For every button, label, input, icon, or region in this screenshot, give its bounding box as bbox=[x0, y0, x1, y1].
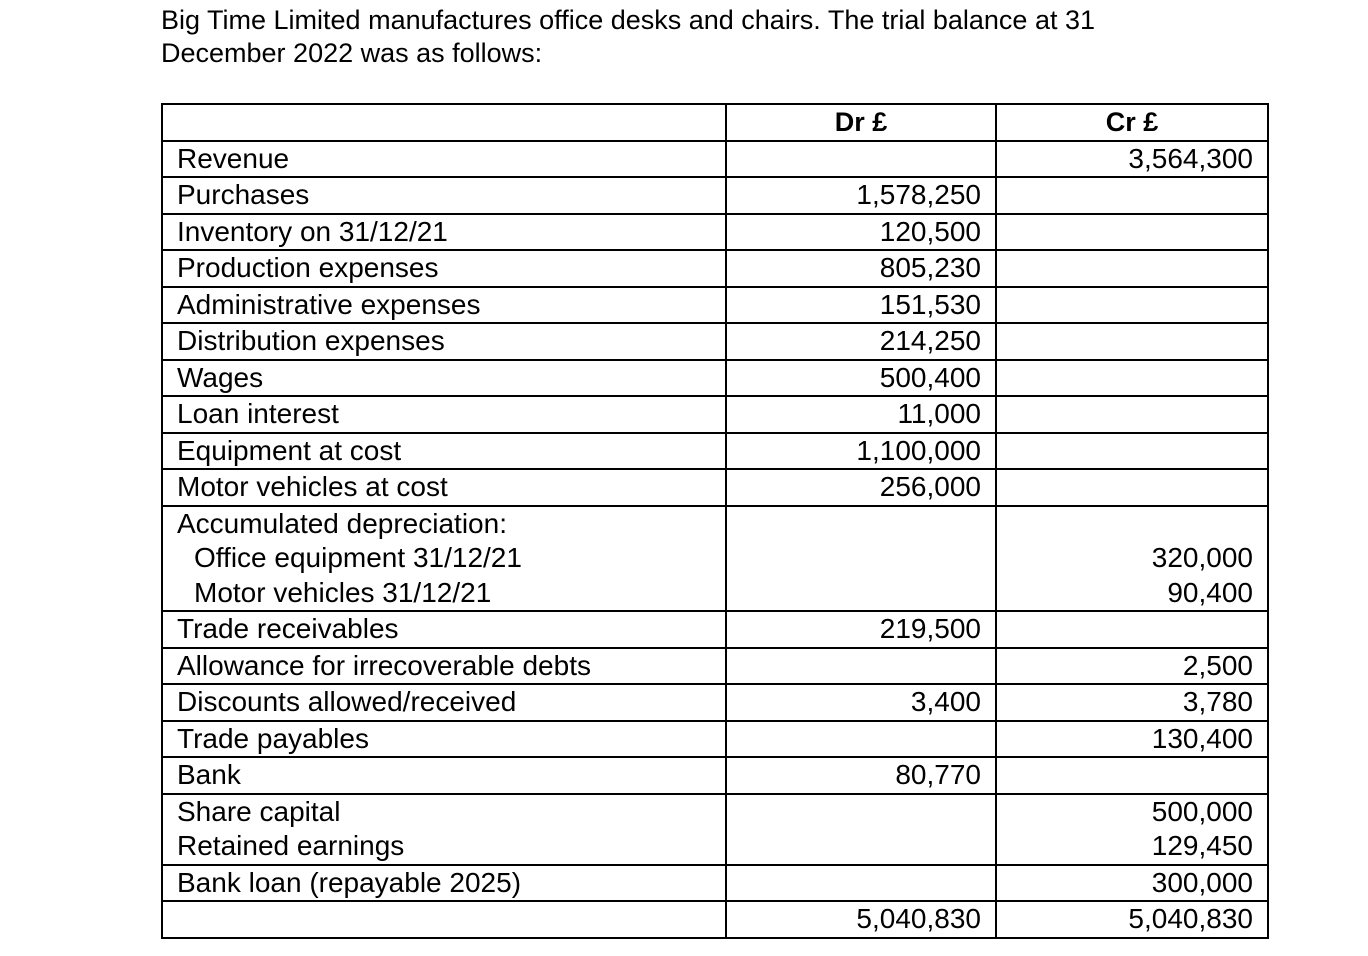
table-row bbox=[162, 323, 1268, 360]
row-dr: 1,100,000 bbox=[726, 433, 996, 470]
motor-vehicles-label: Motor vehicles 31/12/21 bbox=[194, 576, 492, 608]
row-dr: 214,250 bbox=[726, 323, 996, 360]
intro-line-2: December 2022 was as follows: bbox=[161, 38, 543, 68]
row-cr: 3,780 bbox=[996, 684, 1268, 721]
row-dr: 151,530 bbox=[726, 287, 996, 324]
row-label: Trade receivables bbox=[162, 611, 726, 648]
row-label bbox=[162, 794, 726, 865]
table-row bbox=[162, 360, 1268, 397]
table-row bbox=[162, 865, 1268, 902]
row-dr bbox=[726, 721, 996, 758]
row-dr bbox=[726, 648, 996, 685]
row-label: Administrative expenses bbox=[162, 287, 726, 324]
row-label: Trade payables bbox=[162, 721, 726, 758]
row-dr: 11,000 bbox=[726, 396, 996, 433]
row-cr bbox=[996, 611, 1268, 648]
row-cr bbox=[996, 177, 1268, 214]
equity-row bbox=[162, 794, 1268, 865]
row-label: Inventory on 31/12/21 bbox=[162, 214, 726, 251]
row-cr bbox=[996, 794, 1268, 865]
row-label: Distribution expenses bbox=[162, 323, 726, 360]
table-row bbox=[162, 721, 1268, 758]
table-row bbox=[162, 214, 1268, 251]
row-dr: 120,500 bbox=[726, 214, 996, 251]
accumulated-heading: Accumulated depreciation: bbox=[177, 507, 507, 539]
row-cr bbox=[996, 469, 1268, 506]
office-equipment-cr: 320,000 bbox=[1151, 542, 1253, 573]
retained-earnings-cr: 129,450 bbox=[1151, 830, 1253, 861]
row-dr bbox=[726, 794, 996, 865]
row-cr: 300,000 bbox=[996, 865, 1268, 902]
row-label bbox=[162, 506, 726, 612]
table-row bbox=[162, 757, 1268, 794]
share-capital-label: Share capital bbox=[177, 795, 341, 827]
row-dr bbox=[726, 141, 996, 178]
row-dr bbox=[726, 506, 996, 612]
row-cr: 130,400 bbox=[996, 721, 1268, 758]
row-dr: 256,000 bbox=[726, 469, 996, 506]
table-row bbox=[162, 469, 1268, 506]
retained-earnings-label: Retained earnings bbox=[177, 830, 405, 861]
row-label: Purchases bbox=[162, 177, 726, 214]
row-label: Motor vehicles at cost bbox=[162, 469, 726, 506]
row-cr bbox=[996, 757, 1268, 794]
row-cr bbox=[996, 506, 1268, 612]
table-row bbox=[162, 684, 1268, 721]
row-dr bbox=[726, 865, 996, 902]
table-row bbox=[162, 648, 1268, 685]
row-label: Wages bbox=[162, 360, 726, 397]
trial-balance-table bbox=[161, 103, 1269, 939]
row-cr bbox=[996, 214, 1268, 251]
accumulated-depreciation-row bbox=[162, 506, 1268, 612]
row-label: Revenue bbox=[162, 141, 726, 178]
row-cr: 2,500 bbox=[996, 648, 1268, 685]
header-label bbox=[162, 104, 726, 141]
row-label: Bank loan (repayable 2025) bbox=[162, 865, 726, 902]
table-row bbox=[162, 287, 1268, 324]
row-dr: 1,578,250 bbox=[726, 177, 996, 214]
row-cr bbox=[996, 287, 1268, 324]
totals-dr: 5,040,830 bbox=[726, 901, 996, 938]
row-label: Bank bbox=[162, 757, 726, 794]
office-equipment-label: Office equipment 31/12/21 bbox=[194, 542, 522, 573]
header-dr: Dr £ bbox=[726, 104, 996, 141]
row-label: Allowance for irrecoverable debts bbox=[162, 648, 726, 685]
share-capital-cr: 500,000 bbox=[1151, 795, 1253, 827]
totals-label bbox=[162, 901, 726, 938]
row-dr: 805,230 bbox=[726, 250, 996, 287]
table-row bbox=[162, 141, 1268, 178]
row-cr bbox=[996, 396, 1268, 433]
totals-cr: 5,040,830 bbox=[996, 901, 1268, 938]
table-row bbox=[162, 250, 1268, 287]
row-label: Equipment at cost bbox=[162, 433, 726, 470]
row-label: Loan interest bbox=[162, 396, 726, 433]
table-row bbox=[162, 433, 1268, 470]
header-row bbox=[162, 104, 1268, 141]
intro-text bbox=[161, 4, 1261, 70]
row-cr bbox=[996, 360, 1268, 397]
table-row bbox=[162, 611, 1268, 648]
header-cr: Cr £ bbox=[996, 104, 1268, 141]
row-dr: 500,400 bbox=[726, 360, 996, 397]
row-cr bbox=[996, 323, 1268, 360]
row-dr: 80,770 bbox=[726, 757, 996, 794]
row-cr bbox=[996, 433, 1268, 470]
row-cr: 3,564,300 bbox=[996, 141, 1268, 178]
row-label: Discounts allowed/received bbox=[162, 684, 726, 721]
motor-vehicles-cr: 90,400 bbox=[1167, 576, 1253, 608]
row-label: Production expenses bbox=[162, 250, 726, 287]
table-row bbox=[162, 177, 1268, 214]
intro-line-1: Big Time Limited manufactures office desks and chairs. The trial balance at 31 bbox=[161, 5, 1095, 35]
table-row bbox=[162, 396, 1268, 433]
row-dr: 219,500 bbox=[726, 611, 996, 648]
totals-row bbox=[162, 901, 1268, 938]
row-cr bbox=[996, 250, 1268, 287]
row-dr: 3,400 bbox=[726, 684, 996, 721]
